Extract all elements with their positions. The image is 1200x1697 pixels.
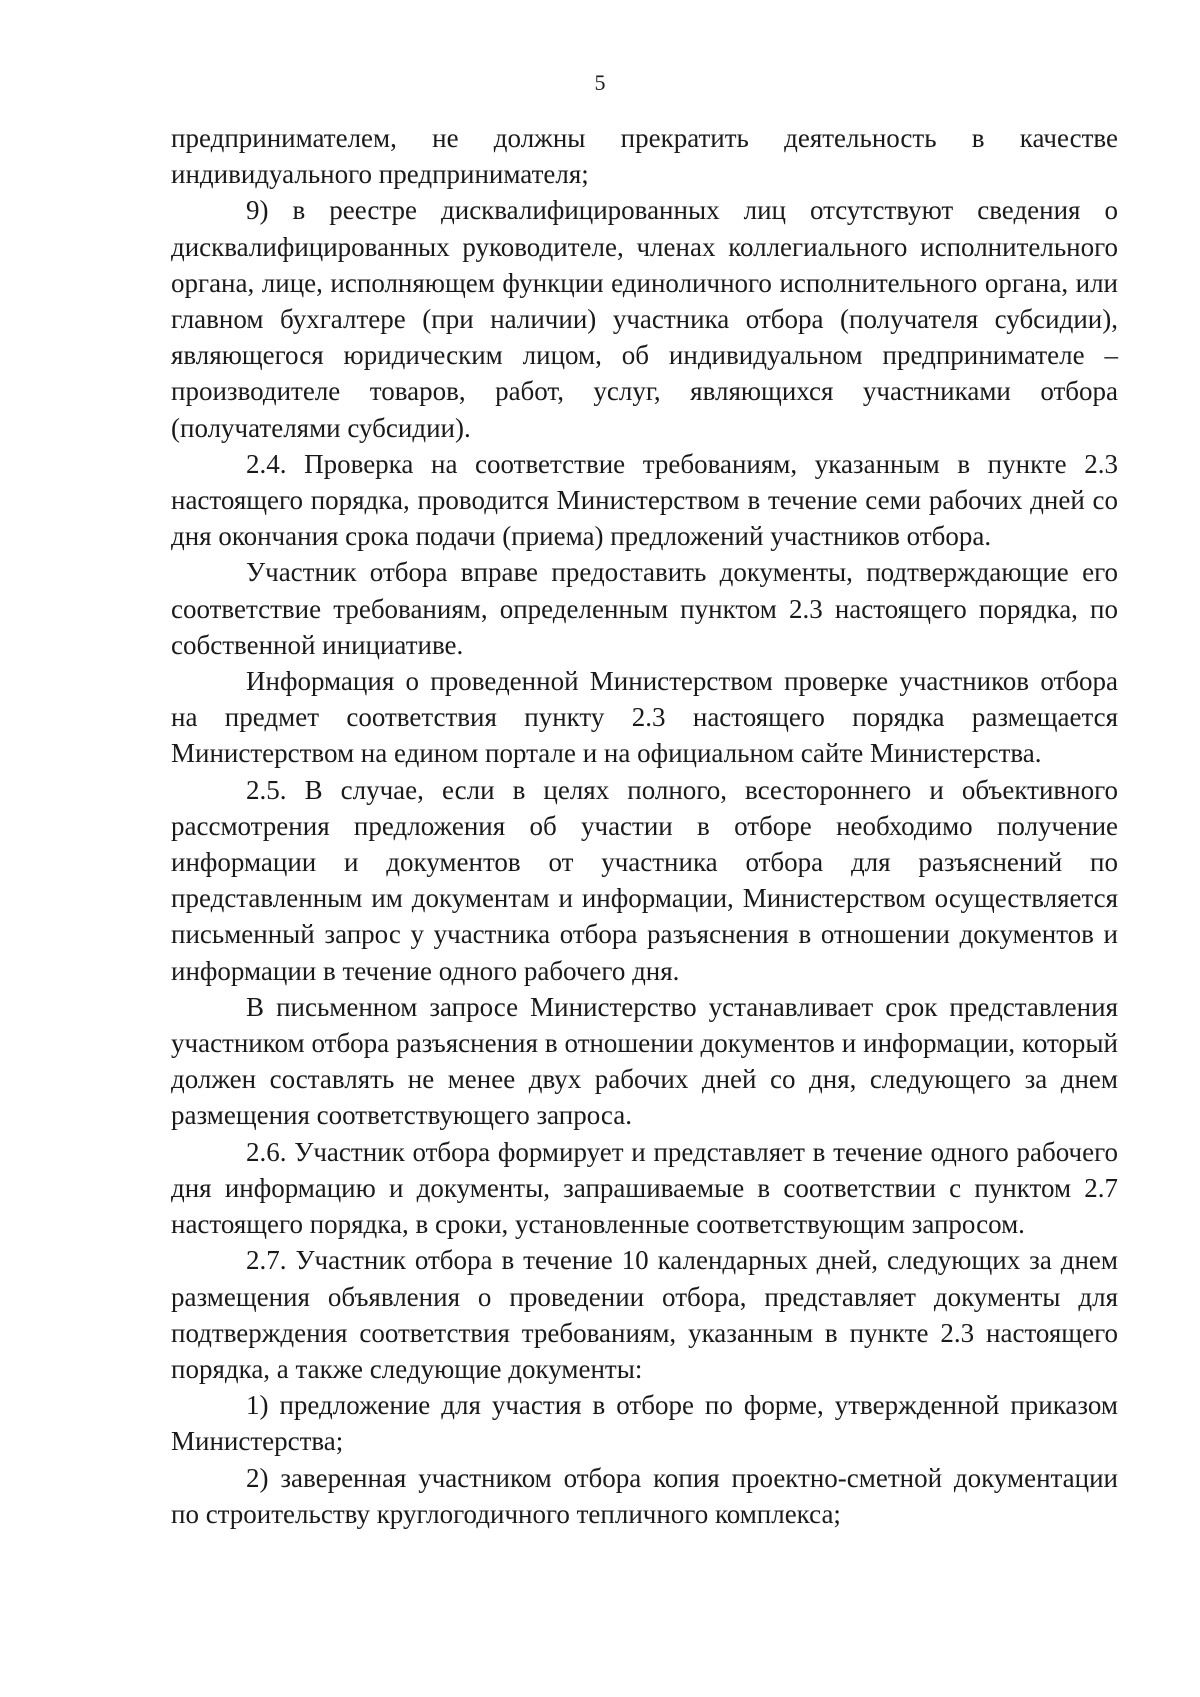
paragraph-2-6: 2.6. Участник отбора формирует и представляет в течение одного рабочего дня информацию и документы, запрашиваемые в соответствии с пунктом 2.7 настоящего порядка, в сроки, установленные соответствующим запросом. [171,1136,1118,1240]
paragraph-2-4: 2.4. Проверка на соответствие требованиям, указанным в пункте 2.3 настоящего порядка, проводится Министерством в течение семи рабочих дней со дня окончания срока подачи (приема) предложений участников отбора. [171,448,1118,552]
paragraph-2-5: 2.5. В случае, если в целях полного, всестороннего и объективного рассмотрения предложения об участии в отборе необходимо получение информации и документов от участника отбора для разъяснений по представленным им документам и информации, Министерством осуществляется письменный запрос у участника отбора разъяснения в отношении документов и информации в течение одного рабочего дня. [171,774,1118,986]
paragraph-2-7-item-1: 1) предложение для участия в отборе по форме, утвержденной приказом Министерства; [171,1390,1118,1457]
paragraph-2-4-documents: Участник отбора вправе предоставить документы, подтверждающие его соответствие требованиям, определенным пунктом 2.3 настоящего порядка, по собственной инициативе. [171,557,1118,660]
paragraph-item-9: 9) в реестре дисквалифицированных лиц отсутствуют сведения о дисквалифицированных руководителе, членах коллегиального исполнительного органа, лице, исполняющем функции единоличного исполнительного органа, или главном бухгалтере (при наличии) участника отбора (получателя субсидии), являющегося юридическим лицом, об индивидуальном предпринимателе – производителе товаров, работ, услуг, являющихся участниками отбора (получателями субсидии). [171,195,1118,443]
page-number: 5 [594,70,606,95]
paragraph-2-4-information: Информация о проведенной Министерством проверке участников отбора на предмет соответствия пункту 2.3 настоящего порядка размещается Министерством на едином портале и на официальном сайте Министерства. [171,666,1118,769]
document-body [171,120,1118,1532]
paragraph-2-5-deadline: В письменном запросе Министерство устанавливает срок представления участником отбора разъяснения в отношении документов и информации, который должен составлять не менее двух рабочих дней со дня, следующего за днем размещения соответствующего запроса. [171,991,1118,1131]
paragraph-2-7: 2.7. Участник отбора в течение 10 календарных дней, следующих за днем размещения объявления о проведении отбора, представляет документы для подтверждения соответствия требованиям, указанным в пункте 2.3 настоящего порядка, а также следующие документы: [171,1245,1118,1384]
paragraph-continuation: предпринимателем, не должны прекратить деятельность в качестве индивидуального предпринимателя; [171,123,1118,190]
paragraph-2-7-item-2: 2) заверенная участником отбора копия проектно-сметной документации по строительству круглогодичного тепличного комплекса; [171,1462,1118,1529]
